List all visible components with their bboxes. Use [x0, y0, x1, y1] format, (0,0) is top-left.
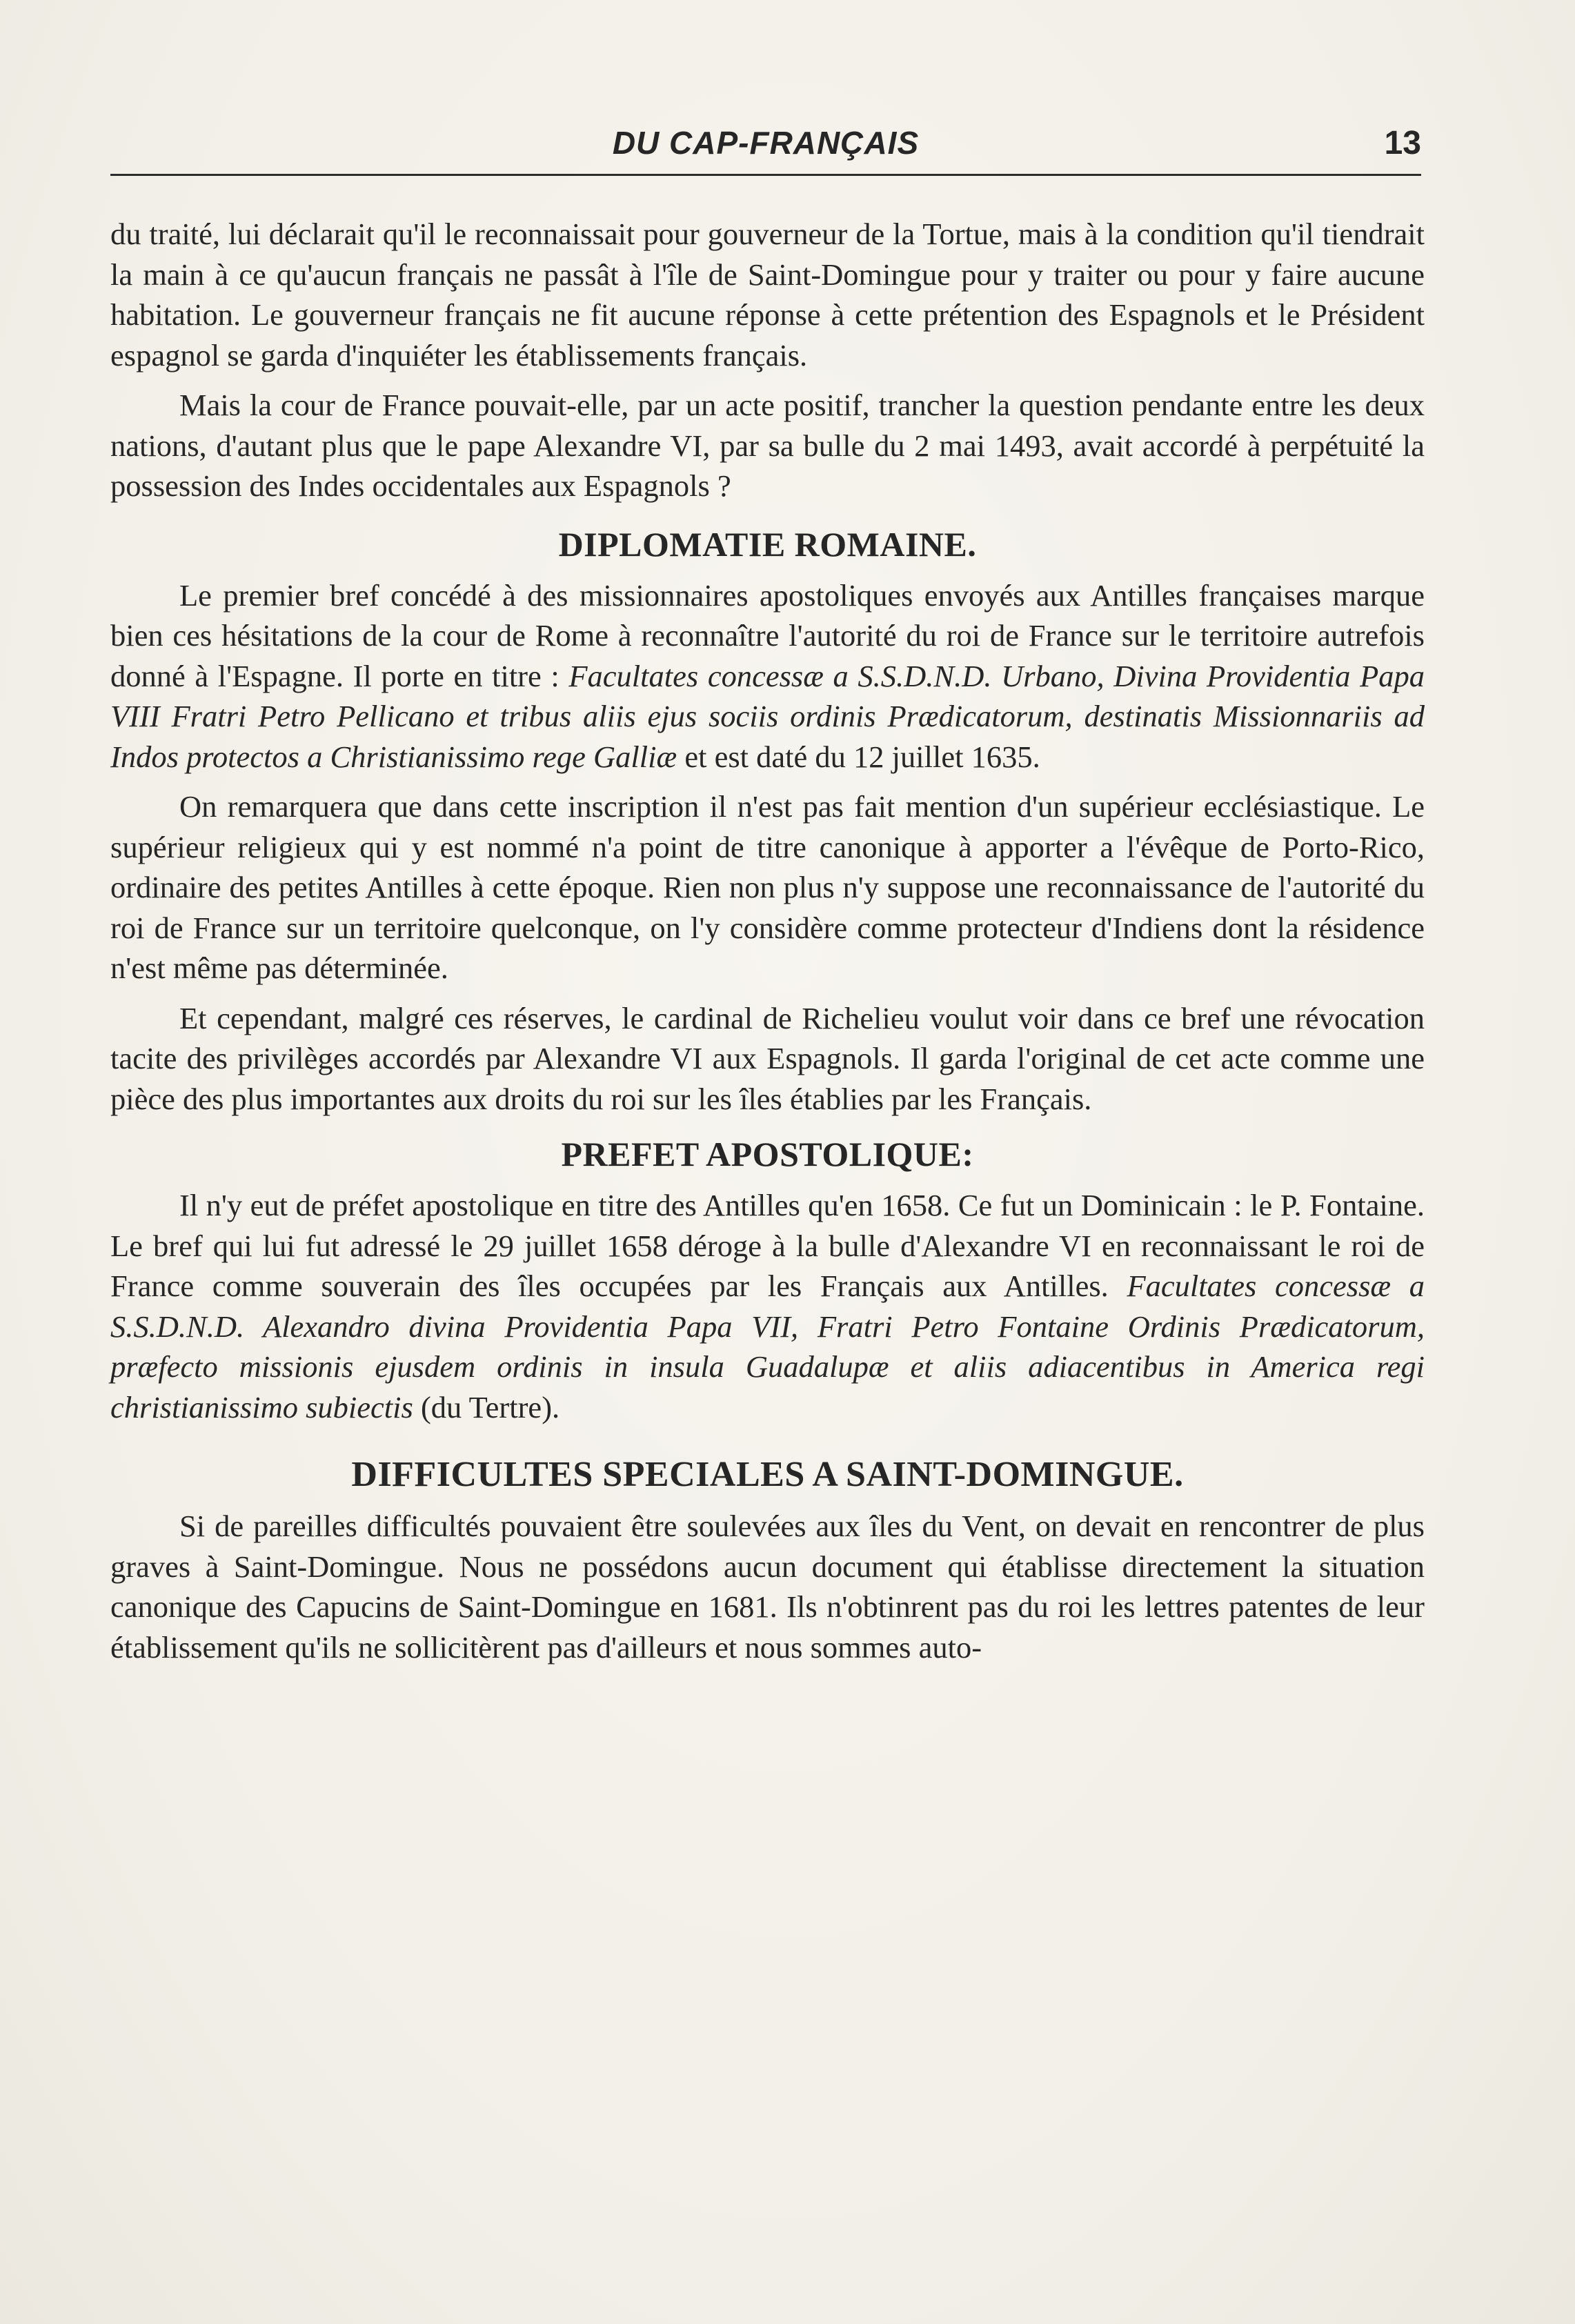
page-number: 13 — [1384, 125, 1421, 161]
paragraph-3-date: et est daté du 12 juillet 1635. — [677, 739, 1040, 774]
paragraph-3-latin-title: Facultates concessæ a S.S.D.N.D. Urbano, Divina Providentia Papa VIII Fratri Petro Pellicano et tribus aliis ejus sociis ordinis Prædicatorum, destinatis Missionnariis ad Indos protectos a Christianissimo rege Galliæ — [110, 658, 1425, 774]
paragraph-6-latin-title: Facultates concessæ a S.S.D.N.D. Alexandro divina Providentia Papa VII, Fratri Petro Fontaine Ordinis Prædicatorum, præfecto missionis ejusdem ordinis in insula Guadalupæ et aliis adiacentibus in America regi christianissimo subiectis — [110, 1269, 1425, 1424]
heading-prefet-apostolique: PREFET APOSTOLIQUE: — [561, 1135, 974, 1173]
heading-diplomatie-romaine: DIPLOMATIE ROMAINE. — [558, 524, 977, 564]
paragraph-6 — [110, 1185, 1425, 1427]
paragraph-5 — [110, 998, 1425, 1120]
paragraph-4-text: On remarquera que dans cette inscription il n'est pas fait mention d'un supérieur ecclésiastique. Le supérieur religieux qui y est nommé n'a point de titre canonique à apporter a l'évêque de Porto-Rico, ordinaire des petites Antilles à cette époque. Rien non plus n'y suppose une reconnaissance de l'autorité du roi de France sur un territoire quelconque, on l'y considère comme protecteur d'Indiens dont la résidence n'est même pas déterminée. — [110, 789, 1425, 985]
paragraph-3-text: Le premier bref concédé à des missionnaires apostoliques envoyés aux Antilles françaises marque bien ces hésitations de la cour de Rome à reconnaître l'autorité du roi de France sur le territoire autrefois donné à l'Espagne. Il porte en titre : — [110, 577, 1425, 693]
heading-difficultes-speciales: DIFFICULTES SPECIALES A SAINT-DOMINGUE. — [351, 1455, 1184, 1494]
running-header — [110, 124, 1421, 172]
paragraph-6-text: Il n'y eut de préfet apostolique en titre des Antilles qu'en 1658. Ce fut un Dominicain : le P. Fontaine. Le bref qui lui fut adressé le 29 juillet 1658 déroge à la bulle d'Alexandre VI en reconnaissant le roi de France comme souverain des îles occupées par les Français aux Antilles. — [110, 1188, 1425, 1303]
paragraph-7 — [110, 1506, 1425, 1667]
paragraph-6-citation: (du Tertre). — [413, 1389, 560, 1424]
header-rule — [110, 174, 1421, 176]
paragraph-1 — [110, 214, 1425, 375]
paragraph-1-text: du traité, lui déclarait qu'il le reconnaissait pour gouverneur de la Tortue, mais à la condition qu'il tiendrait la main à ce qu'aucun français ne passât à l'île de Saint-Domingue pour y traiter ou pour y faire aucune habitation. Le gouverneur français ne fit aucune réponse à cette prétention des Espagnols et le Président espagnol se garda d'inquiéter les établissements français. — [110, 217, 1425, 373]
paragraph-5-text: Et cependant, malgré ces réserves, le cardinal de Richelieu voulut voir dans ce bref une révocation tacite des privilèges accordés par Alexandre VI aux Espagnols. Il garda l'original de cet acte comme une pièce des plus importantes aux droits du roi sur les îles établies par les Français. — [110, 1000, 1425, 1116]
running-title: DU CAP-FRANÇAIS — [612, 125, 920, 161]
paragraph-4 — [110, 786, 1425, 989]
paragraph-7-text: Si de pareilles difficultés pouvaient être soulevées aux îles du Vent, on devait en rencontrer de plus graves à Saint-Domingue. Nous ne possédons aucun document qui établisse directement la situation canonique des Capucins de Saint-Domingue en 1681. Ils n'obtinrent pas du roi les lettres patentes de leur établissement qu'ils ne sollicitèrent pas d'ailleurs et nous sommes auto- — [110, 1509, 1425, 1665]
paragraph-2-text: Mais la cour de France pouvait-elle, par un acte positif, trancher la question pendante entre les deux nations, d'autant plus que le pape Alexandre VI, par sa bulle du 2 mai 1493, avait accordé à perpétuité la possession des Indes occidentales aux Espagnols ? — [110, 388, 1425, 503]
paragraph-2 — [110, 385, 1425, 506]
paragraph-3 — [110, 575, 1425, 777]
body-text — [110, 214, 1425, 1667]
